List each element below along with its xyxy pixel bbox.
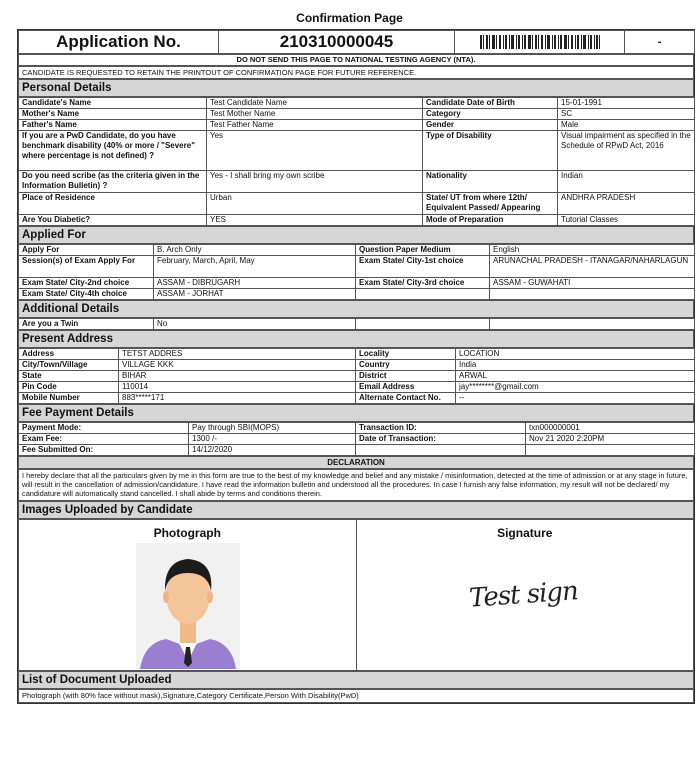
table-row — [19, 434, 695, 445]
field-label: Payment Mode: — [19, 423, 189, 434]
field-label: Apply For — [19, 245, 154, 256]
field-value: ANDHRA PRADESH — [558, 193, 695, 215]
dash-cell: - — [625, 31, 695, 54]
signature-image: Test sign — [467, 576, 579, 614]
field-label: City/Town/Village — [19, 360, 119, 371]
table-row — [19, 319, 695, 330]
applied-for-table — [18, 244, 695, 300]
field-label: Candidate's Name — [19, 98, 207, 109]
empty-cell — [490, 289, 695, 300]
table-row — [19, 349, 695, 360]
signature-label: Signature — [497, 526, 553, 540]
field-label: Session(s) of Exam Apply For — [19, 256, 154, 278]
field-value: English — [490, 245, 695, 256]
table-row — [19, 256, 695, 278]
field-value: Male — [558, 120, 695, 131]
field-label: Exam Fee: — [19, 434, 189, 445]
empty-cell — [526, 445, 695, 456]
field-value: India — [456, 360, 695, 371]
table-row — [19, 423, 695, 434]
do-not-send-notice: DO NOT SEND THIS PAGE TO NATIONAL TESTING AGENCY (NTA). — [18, 54, 694, 66]
field-label: Exam State/ City-3rd choice — [356, 278, 490, 289]
field-label: Category — [423, 109, 558, 120]
table-row — [19, 245, 695, 256]
retain-note: CANDIDATE IS REQUESTED TO RETAIN THE PRINTOUT OF CONFIRMATION PAGE FOR FUTURE REFERENCE. — [18, 66, 694, 79]
field-value: ASSAM - GUWAHATI — [490, 278, 695, 289]
table-row — [19, 382, 695, 393]
field-label: Place of Residence — [19, 193, 207, 215]
section-applied-for: Applied For — [18, 226, 694, 244]
field-label: Question Paper Medium — [356, 245, 490, 256]
field-value: 883*****171 — [119, 393, 356, 404]
field-value: 14/12/2020 — [189, 445, 356, 456]
barcode-icon — [480, 35, 600, 49]
declaration-text: I hereby declare that all the particulars given by me in this form are true to the best of my knowledge and belief and any mistake / misinformation, detected at the time of admission or at any stage in future, will result in the cancellation of admission/candidature. I have read the information bulletin and understood all the procedures. In case I furnish any false information, my result will not be declared/ my candidature will automatically stand cancelled. I shall abide by terms and conditions therein. — [18, 469, 694, 501]
field-value: Yes - I shall bring my own scribe — [207, 171, 423, 193]
field-label: Date of Transaction: — [356, 434, 526, 445]
field-label: State/ UT from where 12th/ Equivalent Passed/ Appearing — [423, 193, 558, 215]
empty-cell — [490, 319, 695, 330]
field-value: jay********@gmail.com — [456, 382, 695, 393]
empty-cell — [356, 319, 490, 330]
field-value: -- — [456, 393, 695, 404]
table-row — [19, 171, 695, 193]
field-label: Fee Submitted On: — [19, 445, 189, 456]
field-value: Tutorial Classes — [558, 215, 695, 226]
images-panel — [18, 519, 694, 671]
table-row — [19, 278, 695, 289]
field-value: txn000000001 — [526, 423, 695, 434]
field-value: Nov 21 2020 2:20PM — [526, 434, 695, 445]
additional-details-table — [18, 318, 695, 330]
field-label: Address — [19, 349, 119, 360]
field-label: Type of Disability — [423, 131, 558, 171]
field-value: VILLAGE KKK — [119, 360, 356, 371]
table-row — [19, 193, 695, 215]
fee-payment-table — [18, 422, 695, 456]
application-header — [18, 30, 695, 54]
field-value: 15-01-1991 — [558, 98, 695, 109]
field-value: B. Arch Only — [154, 245, 356, 256]
field-label: Gender — [423, 120, 558, 131]
field-value: ASSAM - DIBRUGARH — [154, 278, 356, 289]
table-row — [19, 289, 695, 300]
field-value: ARUNACHAL PRADESH - ITANAGAR/NAHARLAGUN — [490, 256, 695, 278]
field-label: Exam State/ City-1st choice — [356, 256, 490, 278]
field-label: District — [356, 371, 456, 382]
field-label: If you are a PwD Candidate, do you have benchmark disability (40% or more / "Severe" where percentage is not defined) ? — [19, 131, 207, 171]
field-value: February, March, April, May — [154, 256, 356, 278]
field-value: Visual impairment as specified in the Schedule of RPwD Act, 2016 — [558, 131, 695, 171]
field-label: Mode of Preparation — [423, 215, 558, 226]
field-label: Father's Name — [19, 120, 207, 131]
confirmation-sheet — [17, 29, 695, 704]
photograph-box — [19, 520, 356, 670]
field-label: Country — [356, 360, 456, 371]
section-present-address: Present Address — [18, 330, 694, 348]
signature-box — [356, 520, 694, 670]
field-label: Alternate Contact No. — [356, 393, 456, 404]
field-value: Pay through SBI(MOPS) — [189, 423, 356, 434]
section-personal-details: Personal Details — [18, 79, 694, 97]
field-label: Mother's Name — [19, 109, 207, 120]
table-row — [19, 98, 695, 109]
field-label: Mobile Number — [19, 393, 119, 404]
field-value: YES — [207, 215, 423, 226]
field-value: TETST ADDRES — [119, 349, 356, 360]
table-row — [19, 120, 695, 131]
present-address-table — [18, 348, 695, 404]
table-row — [19, 360, 695, 371]
section-documents-uploaded: List of Document Uploaded — [18, 671, 694, 689]
application-label: Application No. — [19, 31, 219, 54]
candidate-photo — [136, 543, 240, 669]
section-images-uploaded: Images Uploaded by Candidate — [18, 501, 694, 519]
section-fee-payment: Fee Payment Details — [18, 404, 694, 422]
table-row — [19, 109, 695, 120]
field-label: Pin Code — [19, 382, 119, 393]
field-value: 110014 — [119, 382, 356, 393]
field-value: ASSAM - JORHAT — [154, 289, 356, 300]
field-label: Are You Diabetic? — [19, 215, 207, 226]
field-value: Test Mother Name — [207, 109, 423, 120]
table-row — [19, 131, 695, 171]
empty-cell — [356, 289, 490, 300]
field-label: Nationality — [423, 171, 558, 193]
field-label: Candidate Date of Birth — [423, 98, 558, 109]
field-value: SC — [558, 109, 695, 120]
field-value: Urban — [207, 193, 423, 215]
field-label: Transaction ID: — [356, 423, 526, 434]
field-value: Test Candidate Name — [207, 98, 423, 109]
field-label: Are you a Twin — [19, 319, 154, 330]
application-number: 210310000045 — [219, 31, 455, 54]
table-row — [19, 215, 695, 226]
personal-details-table — [18, 97, 695, 226]
field-value: Yes — [207, 131, 423, 171]
section-additional-details: Additional Details — [18, 300, 694, 318]
table-row — [19, 445, 695, 456]
declaration-heading: DECLARATION — [18, 456, 694, 469]
field-label: Exam State/ City-4th choice — [19, 289, 154, 300]
field-label: Do you need scribe (as the criteria given in the Information Bulletin) ? — [19, 171, 207, 193]
field-label: Exam State/ City-2nd choice — [19, 278, 154, 289]
field-value: Test Father Name — [207, 120, 423, 131]
document-list: Photograph (with 80% face without mask),Signature,Category Certificate,Person With Disability(PwD) — [18, 689, 694, 703]
field-value: 1300 /- — [189, 434, 356, 445]
barcode — [455, 31, 625, 54]
field-label: Locality — [356, 349, 456, 360]
field-value: ARWAL — [456, 371, 695, 382]
field-value: No — [154, 319, 356, 330]
table-row — [19, 393, 695, 404]
field-value: LOCATION — [456, 349, 695, 360]
field-value: Indian — [558, 171, 695, 193]
page-title: Confirmation Page — [296, 11, 403, 25]
photograph-label: Photograph — [153, 526, 221, 540]
empty-cell — [356, 445, 526, 456]
field-label: Email Address — [356, 382, 456, 393]
field-label: State — [19, 371, 119, 382]
table-row — [19, 371, 695, 382]
field-value: BIHAR — [119, 371, 356, 382]
